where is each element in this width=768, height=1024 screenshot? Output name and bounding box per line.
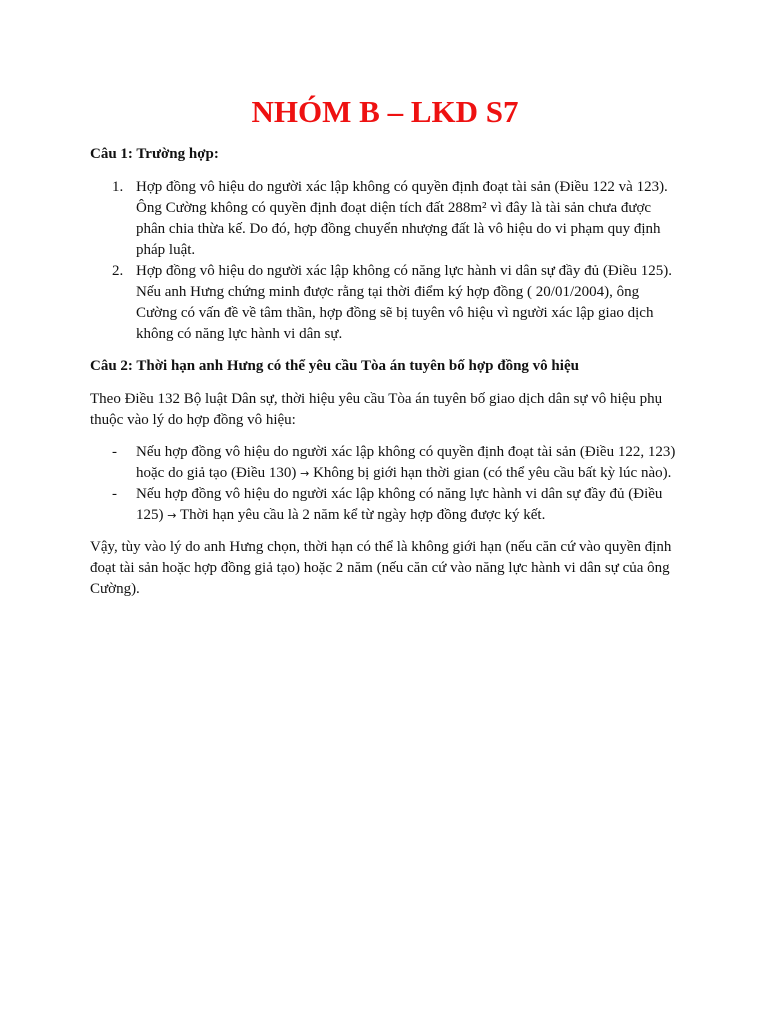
question-1-list [90,177,680,345]
list-bullet: - [112,486,117,502]
list-item [90,442,680,484]
list-item-text-after: Thời hạn yêu cầu là 2 năm kể từ ngày hợp đồng được ký kết. [176,507,546,523]
document-title: NHÓM B – LKD S7 [251,94,519,129]
list-number: 2. [112,263,124,279]
question-2-list [90,442,680,526]
conclusion-paragraph: Vậy, tùy vào lý do anh Hưng chọn, thời hạn có thể là không giới hạn (nếu căn cứ vào quyền định đoạt tài sản hoặc hợp đồng giả tạo) hoặc 2 năm (nếu căn cứ vào năng lực hành vi dân sự của ông Cường). [90,539,672,597]
right-arrow-icon: → [167,509,177,522]
list-item [90,177,680,261]
list-item-text: Hợp đồng vô hiệu do người xác lập không có quyền định đoạt tài sản (Điều 122 và 123). Ông Cường không có quyền định đoạt diện tích đất 288m² vì đây là tài sản chưa được phân chia thừa kế. Do đó, hợp đồng chuyển nhượng đất là vô hiệu do vi phạm quy định pháp luật. [136,179,668,258]
list-item [90,484,680,526]
list-item [90,261,680,345]
document-page [90,92,680,611]
list-number: 1. [112,179,124,195]
list-bullet: - [112,444,117,460]
list-item-text-before: Nếu hợp đồng vô hiệu do người xác lập không có năng lực hành vi dân sự đầy đủ (Điều 125) [136,486,663,523]
list-item-text-before: Nếu hợp đồng vô hiệu do người xác lập không có quyền định đoạt tài sản (Điều 122, 123) hoặc do giả tạo (Điều 130) [136,444,676,481]
question-2-heading: Câu 2: Thời hạn anh Hưng có thể yêu cầu Tòa án tuyên bố hợp đồng vô hiệu [90,358,579,374]
list-item-text: Hợp đồng vô hiệu do người xác lập không có năng lực hành vi dân sự đầy đủ (Điều 125). Nếu anh Hưng chứng minh được rằng tại thời điểm ký hợp đồng ( 20/01/2004), ông Cường có vấn đề về tâm thần, hợp đồng sẽ bị tuyên vô hiệu vì người xác lập giao dịch không có năng lực hành vi dân sự. [136,263,672,342]
question-2-intro: Theo Điều 132 Bộ luật Dân sự, thời hiệu yêu cầu Tòa án tuyên bố giao dịch dân sự vô hiệu phụ thuộc vào lý do hợp đồng vô hiệu: [90,391,663,428]
right-arrow-icon: → [300,467,310,480]
list-item-text-after: Không bị giới hạn thời gian (có thể yêu cầu bất kỳ lúc nào). [309,465,672,481]
question-1-heading: Câu 1: Trường hợp: [90,146,219,162]
